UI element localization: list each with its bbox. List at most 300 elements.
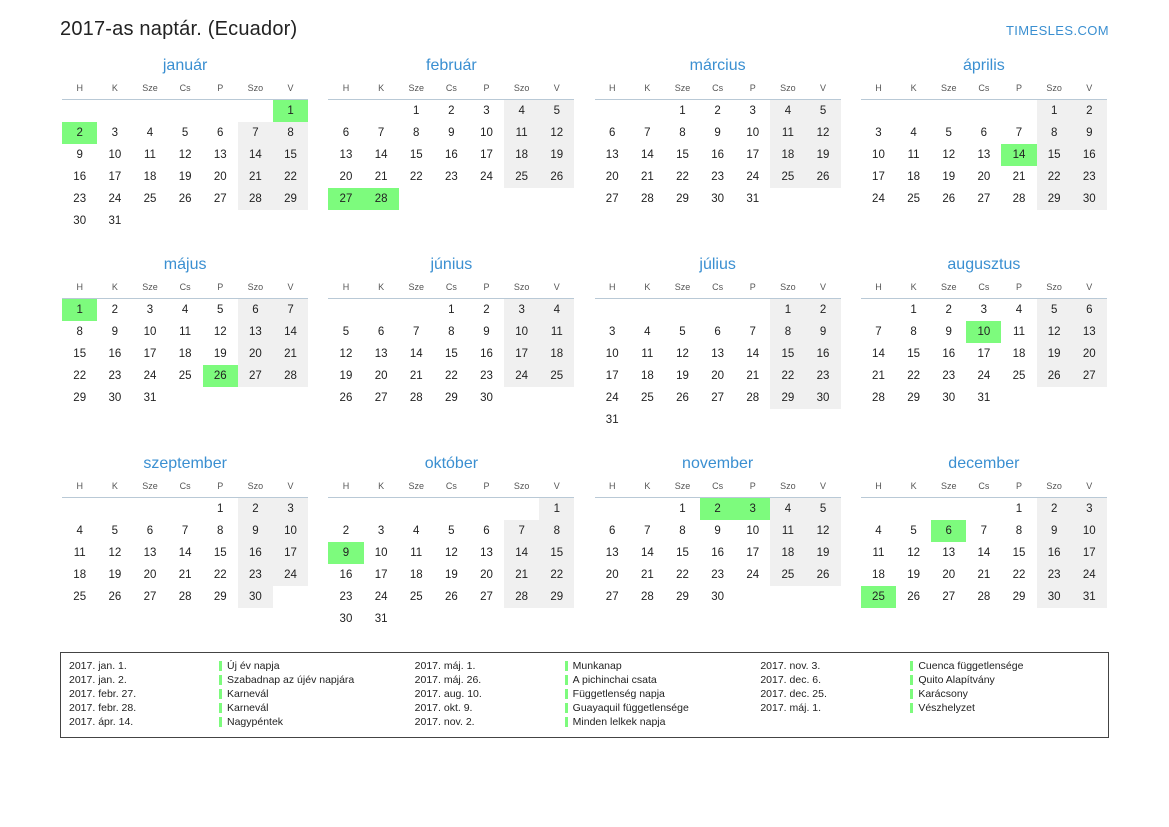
day-cell[interactable] (132, 365, 167, 387)
day-cell[interactable] (504, 564, 539, 586)
day-cell[interactable] (203, 564, 238, 586)
day-cell[interactable] (1001, 542, 1036, 564)
day-cell[interactable] (700, 586, 735, 608)
day-cell[interactable] (1001, 365, 1036, 387)
day-cell[interactable] (896, 321, 931, 343)
day-cell[interactable] (328, 365, 363, 387)
day-cell[interactable] (630, 166, 665, 188)
day-cell[interactable] (504, 100, 539, 123)
day-cell[interactable] (434, 321, 469, 343)
day-cell[interactable] (399, 100, 434, 123)
day-cell[interactable] (469, 586, 504, 608)
day-cell[interactable] (1072, 343, 1107, 365)
day-cell[interactable] (861, 166, 896, 188)
day-cell[interactable] (665, 520, 700, 542)
holiday-day-cell[interactable] (203, 365, 238, 387)
day-cell[interactable] (896, 166, 931, 188)
day-cell[interactable] (238, 122, 273, 144)
day-cell[interactable] (62, 343, 97, 365)
day-cell[interactable] (805, 387, 840, 409)
day-cell[interactable] (328, 586, 363, 608)
day-cell[interactable] (665, 188, 700, 210)
day-cell[interactable] (1072, 166, 1107, 188)
day-cell[interactable] (896, 122, 931, 144)
day-cell[interactable] (328, 608, 363, 630)
day-cell[interactable] (966, 520, 1001, 542)
day-cell[interactable] (1072, 321, 1107, 343)
day-cell[interactable] (504, 586, 539, 608)
day-cell[interactable] (364, 586, 399, 608)
holiday-day-cell[interactable] (328, 542, 363, 564)
day-cell[interactable] (434, 166, 469, 188)
day-cell[interactable] (595, 144, 630, 166)
day-cell[interactable] (966, 188, 1001, 210)
day-cell[interactable] (273, 498, 308, 521)
day-cell[interactable] (364, 387, 399, 409)
day-cell[interactable] (595, 188, 630, 210)
day-cell[interactable] (203, 498, 238, 521)
day-cell[interactable] (168, 542, 203, 564)
day-cell[interactable] (805, 100, 840, 123)
day-cell[interactable] (168, 299, 203, 322)
day-cell[interactable] (238, 321, 273, 343)
holiday-day-cell[interactable] (364, 188, 399, 210)
day-cell[interactable] (132, 299, 167, 322)
day-cell[interactable] (469, 387, 504, 409)
day-cell[interactable] (62, 321, 97, 343)
day-cell[interactable] (434, 586, 469, 608)
day-cell[interactable] (469, 542, 504, 564)
day-cell[interactable] (665, 498, 700, 521)
day-cell[interactable] (62, 542, 97, 564)
day-cell[interactable] (1072, 498, 1107, 521)
day-cell[interactable] (399, 343, 434, 365)
day-cell[interactable] (504, 122, 539, 144)
day-cell[interactable] (97, 387, 132, 409)
day-cell[interactable] (700, 387, 735, 409)
day-cell[interactable] (665, 365, 700, 387)
day-cell[interactable] (132, 586, 167, 608)
day-cell[interactable] (770, 542, 805, 564)
day-cell[interactable] (168, 321, 203, 343)
day-cell[interactable] (168, 365, 203, 387)
day-cell[interactable] (595, 564, 630, 586)
day-cell[interactable] (399, 520, 434, 542)
day-cell[interactable] (805, 321, 840, 343)
day-cell[interactable] (931, 122, 966, 144)
day-cell[interactable] (805, 166, 840, 188)
day-cell[interactable] (97, 299, 132, 322)
holiday-day-cell[interactable] (931, 520, 966, 542)
day-cell[interactable] (168, 122, 203, 144)
day-cell[interactable] (861, 564, 896, 586)
day-cell[interactable] (931, 542, 966, 564)
day-cell[interactable] (364, 608, 399, 630)
day-cell[interactable] (328, 387, 363, 409)
day-cell[interactable] (168, 188, 203, 210)
day-cell[interactable] (595, 122, 630, 144)
day-cell[interactable] (238, 365, 273, 387)
day-cell[interactable] (770, 365, 805, 387)
day-cell[interactable] (364, 365, 399, 387)
day-cell[interactable] (595, 166, 630, 188)
day-cell[interactable] (665, 343, 700, 365)
day-cell[interactable] (1001, 321, 1036, 343)
day-cell[interactable] (700, 188, 735, 210)
day-cell[interactable] (399, 542, 434, 564)
day-cell[interactable] (700, 365, 735, 387)
day-cell[interactable] (399, 144, 434, 166)
day-cell[interactable] (1001, 188, 1036, 210)
day-cell[interactable] (539, 321, 574, 343)
day-cell[interactable] (132, 343, 167, 365)
day-cell[interactable] (1001, 299, 1036, 322)
day-cell[interactable] (805, 542, 840, 564)
day-cell[interactable] (770, 166, 805, 188)
day-cell[interactable] (665, 321, 700, 343)
day-cell[interactable] (861, 343, 896, 365)
day-cell[interactable] (62, 188, 97, 210)
holiday-day-cell[interactable] (966, 321, 1001, 343)
day-cell[interactable] (896, 520, 931, 542)
day-cell[interactable] (805, 343, 840, 365)
day-cell[interactable] (1001, 166, 1036, 188)
day-cell[interactable] (539, 100, 574, 123)
day-cell[interactable] (1001, 498, 1036, 521)
day-cell[interactable] (238, 520, 273, 542)
day-cell[interactable] (770, 343, 805, 365)
day-cell[interactable] (539, 144, 574, 166)
day-cell[interactable] (1037, 520, 1072, 542)
day-cell[interactable] (504, 542, 539, 564)
day-cell[interactable] (97, 542, 132, 564)
holiday-day-cell[interactable] (62, 299, 97, 322)
day-cell[interactable] (203, 542, 238, 564)
day-cell[interactable] (896, 564, 931, 586)
day-cell[interactable] (328, 144, 363, 166)
day-cell[interactable] (434, 299, 469, 322)
day-cell[interactable] (966, 144, 1001, 166)
day-cell[interactable] (665, 166, 700, 188)
day-cell[interactable] (770, 100, 805, 123)
day-cell[interactable] (931, 387, 966, 409)
day-cell[interactable] (132, 188, 167, 210)
day-cell[interactable] (770, 498, 805, 521)
day-cell[interactable] (966, 387, 1001, 409)
day-cell[interactable] (735, 564, 770, 586)
day-cell[interactable] (97, 343, 132, 365)
day-cell[interactable] (97, 122, 132, 144)
day-cell[interactable] (1001, 564, 1036, 586)
day-cell[interactable] (700, 564, 735, 586)
holiday-day-cell[interactable] (735, 498, 770, 521)
day-cell[interactable] (1001, 343, 1036, 365)
day-cell[interactable] (1072, 100, 1107, 123)
day-cell[interactable] (469, 520, 504, 542)
day-cell[interactable] (328, 343, 363, 365)
day-cell[interactable] (861, 542, 896, 564)
day-cell[interactable] (62, 520, 97, 542)
day-cell[interactable] (364, 343, 399, 365)
day-cell[interactable] (966, 122, 1001, 144)
day-cell[interactable] (1072, 586, 1107, 608)
day-cell[interactable] (896, 586, 931, 608)
day-cell[interactable] (434, 144, 469, 166)
day-cell[interactable] (630, 520, 665, 542)
day-cell[interactable] (504, 166, 539, 188)
day-cell[interactable] (931, 365, 966, 387)
day-cell[interactable] (931, 166, 966, 188)
day-cell[interactable] (273, 122, 308, 144)
day-cell[interactable] (469, 100, 504, 123)
day-cell[interactable] (595, 409, 630, 431)
day-cell[interactable] (1037, 144, 1072, 166)
day-cell[interactable] (434, 520, 469, 542)
day-cell[interactable] (966, 343, 1001, 365)
day-cell[interactable] (504, 343, 539, 365)
day-cell[interactable] (931, 343, 966, 365)
day-cell[interactable] (735, 542, 770, 564)
day-cell[interactable] (434, 387, 469, 409)
day-cell[interactable] (630, 122, 665, 144)
day-cell[interactable] (364, 144, 399, 166)
day-cell[interactable] (469, 365, 504, 387)
day-cell[interactable] (1037, 498, 1072, 521)
day-cell[interactable] (1072, 542, 1107, 564)
day-cell[interactable] (132, 144, 167, 166)
day-cell[interactable] (966, 586, 1001, 608)
day-cell[interactable] (665, 387, 700, 409)
day-cell[interactable] (539, 564, 574, 586)
day-cell[interactable] (1001, 586, 1036, 608)
day-cell[interactable] (630, 365, 665, 387)
day-cell[interactable] (504, 299, 539, 322)
day-cell[interactable] (434, 365, 469, 387)
day-cell[interactable] (735, 343, 770, 365)
day-cell[interactable] (595, 365, 630, 387)
day-cell[interactable] (1001, 122, 1036, 144)
day-cell[interactable] (469, 166, 504, 188)
day-cell[interactable] (805, 122, 840, 144)
day-cell[interactable] (805, 144, 840, 166)
day-cell[interactable] (861, 365, 896, 387)
day-cell[interactable] (861, 122, 896, 144)
day-cell[interactable] (132, 321, 167, 343)
day-cell[interactable] (238, 586, 273, 608)
day-cell[interactable] (1037, 100, 1072, 123)
holiday-day-cell[interactable] (1001, 144, 1036, 166)
day-cell[interactable] (469, 299, 504, 322)
day-cell[interactable] (1037, 343, 1072, 365)
day-cell[interactable] (595, 343, 630, 365)
day-cell[interactable] (770, 520, 805, 542)
day-cell[interactable] (364, 166, 399, 188)
day-cell[interactable] (238, 498, 273, 521)
day-cell[interactable] (700, 542, 735, 564)
day-cell[interactable] (735, 321, 770, 343)
day-cell[interactable] (665, 586, 700, 608)
day-cell[interactable] (896, 144, 931, 166)
day-cell[interactable] (595, 586, 630, 608)
day-cell[interactable] (1037, 564, 1072, 586)
day-cell[interactable] (203, 321, 238, 343)
day-cell[interactable] (273, 542, 308, 564)
day-cell[interactable] (539, 586, 574, 608)
day-cell[interactable] (62, 210, 97, 232)
day-cell[interactable] (203, 299, 238, 322)
day-cell[interactable] (805, 520, 840, 542)
day-cell[interactable] (700, 343, 735, 365)
day-cell[interactable] (1037, 166, 1072, 188)
day-cell[interactable] (97, 365, 132, 387)
day-cell[interactable] (469, 343, 504, 365)
day-cell[interactable] (399, 564, 434, 586)
day-cell[interactable] (805, 365, 840, 387)
day-cell[interactable] (399, 122, 434, 144)
day-cell[interactable] (931, 586, 966, 608)
day-cell[interactable] (700, 321, 735, 343)
day-cell[interactable] (434, 343, 469, 365)
day-cell[interactable] (966, 564, 1001, 586)
day-cell[interactable] (735, 188, 770, 210)
day-cell[interactable] (896, 343, 931, 365)
day-cell[interactable] (896, 542, 931, 564)
day-cell[interactable] (966, 542, 1001, 564)
day-cell[interactable] (595, 321, 630, 343)
day-cell[interactable] (539, 542, 574, 564)
day-cell[interactable] (273, 299, 308, 322)
day-cell[interactable] (735, 100, 770, 123)
day-cell[interactable] (805, 564, 840, 586)
day-cell[interactable] (399, 166, 434, 188)
day-cell[interactable] (364, 122, 399, 144)
day-cell[interactable] (97, 564, 132, 586)
day-cell[interactable] (630, 387, 665, 409)
day-cell[interactable] (1037, 299, 1072, 322)
day-cell[interactable] (399, 365, 434, 387)
day-cell[interactable] (97, 520, 132, 542)
day-cell[interactable] (770, 299, 805, 322)
day-cell[interactable] (273, 520, 308, 542)
day-cell[interactable] (62, 365, 97, 387)
day-cell[interactable] (630, 188, 665, 210)
day-cell[interactable] (168, 520, 203, 542)
day-cell[interactable] (62, 586, 97, 608)
day-cell[interactable] (700, 122, 735, 144)
day-cell[interactable] (539, 122, 574, 144)
day-cell[interactable] (328, 564, 363, 586)
day-cell[interactable] (770, 564, 805, 586)
day-cell[interactable] (273, 166, 308, 188)
day-cell[interactable] (132, 542, 167, 564)
day-cell[interactable] (238, 542, 273, 564)
holiday-day-cell[interactable] (273, 100, 308, 123)
day-cell[interactable] (434, 542, 469, 564)
day-cell[interactable] (665, 564, 700, 586)
day-cell[interactable] (203, 343, 238, 365)
day-cell[interactable] (132, 520, 167, 542)
day-cell[interactable] (1037, 586, 1072, 608)
day-cell[interactable] (97, 586, 132, 608)
day-cell[interactable] (539, 166, 574, 188)
day-cell[interactable] (203, 166, 238, 188)
day-cell[interactable] (1037, 542, 1072, 564)
day-cell[interactable] (665, 100, 700, 123)
day-cell[interactable] (273, 564, 308, 586)
day-cell[interactable] (595, 520, 630, 542)
day-cell[interactable] (203, 586, 238, 608)
day-cell[interactable] (665, 144, 700, 166)
day-cell[interactable] (328, 166, 363, 188)
day-cell[interactable] (735, 166, 770, 188)
day-cell[interactable] (168, 144, 203, 166)
day-cell[interactable] (469, 144, 504, 166)
day-cell[interactable] (805, 498, 840, 521)
day-cell[interactable] (273, 321, 308, 343)
day-cell[interactable] (1037, 321, 1072, 343)
day-cell[interactable] (770, 321, 805, 343)
day-cell[interactable] (1037, 188, 1072, 210)
day-cell[interactable] (469, 122, 504, 144)
day-cell[interactable] (504, 144, 539, 166)
day-cell[interactable] (62, 564, 97, 586)
day-cell[interactable] (273, 343, 308, 365)
day-cell[interactable] (861, 520, 896, 542)
day-cell[interactable] (132, 564, 167, 586)
day-cell[interactable] (273, 365, 308, 387)
day-cell[interactable] (861, 144, 896, 166)
day-cell[interactable] (1072, 299, 1107, 322)
day-cell[interactable] (399, 321, 434, 343)
day-cell[interactable] (931, 188, 966, 210)
day-cell[interactable] (735, 387, 770, 409)
day-cell[interactable] (700, 520, 735, 542)
day-cell[interactable] (132, 166, 167, 188)
day-cell[interactable] (931, 299, 966, 322)
day-cell[interactable] (168, 343, 203, 365)
day-cell[interactable] (896, 188, 931, 210)
holiday-day-cell[interactable] (861, 586, 896, 608)
day-cell[interactable] (1072, 122, 1107, 144)
brand-link[interactable]: TIMESLES.COM (1005, 23, 1109, 38)
day-cell[interactable] (896, 299, 931, 322)
day-cell[interactable] (539, 299, 574, 322)
day-cell[interactable] (203, 188, 238, 210)
day-cell[interactable] (735, 122, 770, 144)
day-cell[interactable] (328, 520, 363, 542)
day-cell[interactable] (770, 387, 805, 409)
day-cell[interactable] (62, 144, 97, 166)
day-cell[interactable] (469, 321, 504, 343)
day-cell[interactable] (896, 387, 931, 409)
day-cell[interactable] (735, 365, 770, 387)
day-cell[interactable] (97, 144, 132, 166)
day-cell[interactable] (700, 144, 735, 166)
day-cell[interactable] (630, 586, 665, 608)
day-cell[interactable] (1037, 122, 1072, 144)
day-cell[interactable] (364, 321, 399, 343)
day-cell[interactable] (434, 100, 469, 123)
day-cell[interactable] (238, 188, 273, 210)
day-cell[interactable] (168, 586, 203, 608)
day-cell[interactable] (966, 365, 1001, 387)
day-cell[interactable] (1037, 365, 1072, 387)
day-cell[interactable] (238, 564, 273, 586)
day-cell[interactable] (1072, 144, 1107, 166)
day-cell[interactable] (966, 299, 1001, 322)
day-cell[interactable] (97, 188, 132, 210)
day-cell[interactable] (203, 122, 238, 144)
